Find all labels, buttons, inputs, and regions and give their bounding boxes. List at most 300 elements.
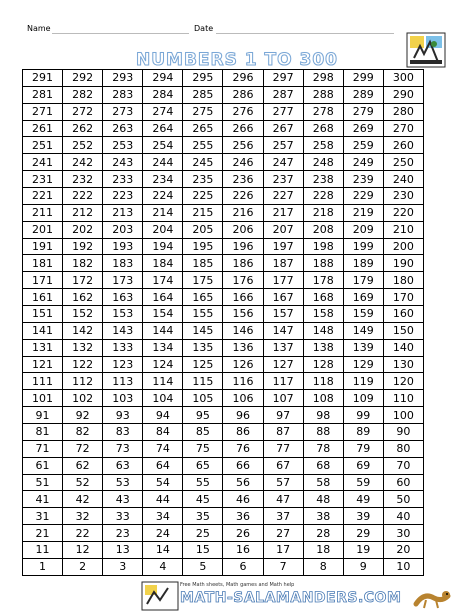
number-cell: 134 xyxy=(143,339,183,356)
number-cell: 258 xyxy=(303,137,343,154)
number-cell: 238 xyxy=(303,171,343,188)
number-cell: 6 xyxy=(223,558,263,575)
table-row xyxy=(23,424,424,441)
number-cell: 69 xyxy=(343,457,383,474)
number-cell: 173 xyxy=(103,272,143,289)
number-cell: 117 xyxy=(263,373,303,390)
date-line xyxy=(216,33,394,34)
number-cell: 282 xyxy=(63,86,103,103)
number-cell: 176 xyxy=(223,272,263,289)
number-cell: 236 xyxy=(223,171,263,188)
number-cell: 162 xyxy=(63,289,103,306)
number-cell: 157 xyxy=(263,306,303,323)
number-cell: 62 xyxy=(63,457,103,474)
number-cell: 272 xyxy=(63,103,103,120)
number-cell: 17 xyxy=(263,542,303,559)
number-cell: 286 xyxy=(223,86,263,103)
date-label: Date xyxy=(194,24,214,33)
number-cell: 149 xyxy=(343,322,383,339)
numbers-table xyxy=(22,69,424,576)
number-cell: 140 xyxy=(383,339,423,356)
number-cell: 34 xyxy=(143,508,183,525)
number-cell: 279 xyxy=(343,103,383,120)
table-row xyxy=(23,322,424,339)
table-row xyxy=(23,373,424,390)
number-cell: 223 xyxy=(103,188,143,205)
number-cell: 91 xyxy=(23,407,63,424)
number-cell: 287 xyxy=(263,86,303,103)
name-label: Name xyxy=(27,24,51,33)
number-cell: 31 xyxy=(23,508,63,525)
number-cell: 141 xyxy=(23,322,63,339)
number-cell: 80 xyxy=(383,440,423,457)
number-cell: 57 xyxy=(263,474,303,491)
number-cell: 196 xyxy=(223,238,263,255)
number-cell: 20 xyxy=(383,542,423,559)
number-cell: 243 xyxy=(103,154,143,171)
number-cell: 119 xyxy=(343,373,383,390)
number-cell: 210 xyxy=(383,221,423,238)
number-cell: 289 xyxy=(343,86,383,103)
table-row xyxy=(23,390,424,407)
table-row xyxy=(23,457,424,474)
number-cell: 46 xyxy=(223,491,263,508)
number-cell: 24 xyxy=(143,525,183,542)
number-cell: 137 xyxy=(263,339,303,356)
number-cell: 174 xyxy=(143,272,183,289)
number-cell: 253 xyxy=(103,137,143,154)
number-cell: 212 xyxy=(63,204,103,221)
table-row xyxy=(23,120,424,137)
number-cell: 235 xyxy=(183,171,223,188)
number-cell: 9 xyxy=(343,558,383,575)
number-cell: 128 xyxy=(303,356,343,373)
table-row xyxy=(23,306,424,323)
number-cell: 169 xyxy=(343,289,383,306)
number-cell: 150 xyxy=(383,322,423,339)
number-cell: 205 xyxy=(183,221,223,238)
number-cell: 178 xyxy=(303,272,343,289)
number-cell: 214 xyxy=(143,204,183,221)
number-cell: 103 xyxy=(103,390,143,407)
number-cell: 294 xyxy=(143,70,183,87)
number-cell: 87 xyxy=(263,424,303,441)
number-cell: 247 xyxy=(263,154,303,171)
number-cell: 188 xyxy=(303,255,343,272)
table-row xyxy=(23,508,424,525)
number-cell: 66 xyxy=(223,457,263,474)
number-cell: 23 xyxy=(103,525,143,542)
number-cell: 18 xyxy=(303,542,343,559)
page-title: NUMBERS 1 TO 300 xyxy=(136,50,338,70)
table-row xyxy=(23,525,424,542)
number-cell: 200 xyxy=(383,238,423,255)
number-cell: 12 xyxy=(63,542,103,559)
number-cell: 249 xyxy=(343,154,383,171)
number-cell: 257 xyxy=(263,137,303,154)
number-cell: 124 xyxy=(143,356,183,373)
number-cell: 208 xyxy=(303,221,343,238)
number-cell: 11 xyxy=(23,542,63,559)
number-cell: 15 xyxy=(183,542,223,559)
number-cell: 72 xyxy=(63,440,103,457)
number-cell: 129 xyxy=(343,356,383,373)
number-cell: 194 xyxy=(143,238,183,255)
number-cell: 71 xyxy=(23,440,63,457)
table-row xyxy=(23,86,424,103)
number-cell: 211 xyxy=(23,204,63,221)
number-cell: 2 xyxy=(63,558,103,575)
number-cell: 126 xyxy=(223,356,263,373)
number-cell: 136 xyxy=(223,339,263,356)
number-cell: 21 xyxy=(23,525,63,542)
number-cell: 95 xyxy=(183,407,223,424)
number-cell: 225 xyxy=(183,188,223,205)
number-cell: 190 xyxy=(383,255,423,272)
salamander-logo-icon xyxy=(406,32,446,68)
number-cell: 132 xyxy=(63,339,103,356)
number-cell: 94 xyxy=(143,407,183,424)
number-cell: 48 xyxy=(303,491,343,508)
number-cell: 90 xyxy=(383,424,423,441)
number-cell: 68 xyxy=(303,457,343,474)
number-cell: 265 xyxy=(183,120,223,137)
number-cell: 254 xyxy=(143,137,183,154)
number-cell: 96 xyxy=(223,407,263,424)
number-cell: 147 xyxy=(263,322,303,339)
number-cell: 114 xyxy=(143,373,183,390)
number-cell: 156 xyxy=(223,306,263,323)
number-cell: 285 xyxy=(183,86,223,103)
number-cell: 152 xyxy=(63,306,103,323)
name-line xyxy=(52,33,189,34)
number-cell: 295 xyxy=(183,70,223,87)
number-cell: 262 xyxy=(63,120,103,137)
number-cell: 181 xyxy=(23,255,63,272)
footer xyxy=(0,580,474,613)
number-cell: 201 xyxy=(23,221,63,238)
table-row xyxy=(23,474,424,491)
number-cell: 221 xyxy=(23,188,63,205)
number-cell: 5 xyxy=(183,558,223,575)
number-cell: 263 xyxy=(103,120,143,137)
number-cell: 218 xyxy=(303,204,343,221)
number-cell: 49 xyxy=(343,491,383,508)
number-cell: 107 xyxy=(263,390,303,407)
number-cell: 241 xyxy=(23,154,63,171)
number-cell: 182 xyxy=(63,255,103,272)
number-cell: 145 xyxy=(183,322,223,339)
number-cell: 13 xyxy=(103,542,143,559)
number-cell: 297 xyxy=(263,70,303,87)
number-cell: 3 xyxy=(103,558,143,575)
number-cell: 28 xyxy=(303,525,343,542)
number-cell: 19 xyxy=(343,542,383,559)
number-cell: 81 xyxy=(23,424,63,441)
worksheet-header xyxy=(0,0,474,70)
table-row xyxy=(23,272,424,289)
number-cell: 159 xyxy=(343,306,383,323)
table-row xyxy=(23,188,424,205)
number-cell: 168 xyxy=(303,289,343,306)
table-row xyxy=(23,289,424,306)
table-row xyxy=(23,238,424,255)
number-cell: 37 xyxy=(263,508,303,525)
number-cell: 151 xyxy=(23,306,63,323)
number-cell: 216 xyxy=(223,204,263,221)
number-cell: 195 xyxy=(183,238,223,255)
number-cell: 79 xyxy=(343,440,383,457)
number-cell: 264 xyxy=(143,120,183,137)
table-row xyxy=(23,154,424,171)
number-cell: 118 xyxy=(303,373,343,390)
number-cell: 248 xyxy=(303,154,343,171)
number-cell: 167 xyxy=(263,289,303,306)
number-cell: 53 xyxy=(103,474,143,491)
number-cell: 255 xyxy=(183,137,223,154)
number-cell: 42 xyxy=(63,491,103,508)
number-cell: 1 xyxy=(23,558,63,575)
number-cell: 283 xyxy=(103,86,143,103)
number-cell: 203 xyxy=(103,221,143,238)
number-cell: 109 xyxy=(343,390,383,407)
number-cell: 250 xyxy=(383,154,423,171)
number-cell: 76 xyxy=(223,440,263,457)
number-cell: 99 xyxy=(343,407,383,424)
number-cell: 192 xyxy=(63,238,103,255)
number-cell: 115 xyxy=(183,373,223,390)
table-row xyxy=(23,255,424,272)
number-cell: 112 xyxy=(63,373,103,390)
number-cell: 63 xyxy=(103,457,143,474)
number-cell: 7 xyxy=(263,558,303,575)
number-cell: 39 xyxy=(343,508,383,525)
number-cell: 222 xyxy=(63,188,103,205)
number-cell: 219 xyxy=(343,204,383,221)
number-cell: 59 xyxy=(343,474,383,491)
number-cell: 32 xyxy=(63,508,103,525)
number-cell: 143 xyxy=(103,322,143,339)
number-cell: 274 xyxy=(143,103,183,120)
number-cell: 206 xyxy=(223,221,263,238)
number-cell: 108 xyxy=(303,390,343,407)
number-cell: 293 xyxy=(103,70,143,87)
number-cell: 123 xyxy=(103,356,143,373)
number-cell: 242 xyxy=(63,154,103,171)
table-row xyxy=(23,103,424,120)
number-cell: 88 xyxy=(303,424,343,441)
number-cell: 43 xyxy=(103,491,143,508)
number-cell: 213 xyxy=(103,204,143,221)
number-cell: 269 xyxy=(343,120,383,137)
number-cell: 38 xyxy=(303,508,343,525)
number-cell: 185 xyxy=(183,255,223,272)
number-cell: 281 xyxy=(23,86,63,103)
number-cell: 125 xyxy=(183,356,223,373)
number-cell: 86 xyxy=(223,424,263,441)
number-cell: 271 xyxy=(23,103,63,120)
number-cell: 16 xyxy=(223,542,263,559)
number-cell: 229 xyxy=(343,188,383,205)
number-cell: 22 xyxy=(63,525,103,542)
number-cell: 296 xyxy=(223,70,263,87)
number-cell: 47 xyxy=(263,491,303,508)
number-cell: 65 xyxy=(183,457,223,474)
number-cell: 191 xyxy=(23,238,63,255)
number-cell: 85 xyxy=(183,424,223,441)
number-cell: 292 xyxy=(63,70,103,87)
number-cell: 186 xyxy=(223,255,263,272)
number-cell: 135 xyxy=(183,339,223,356)
number-cell: 55 xyxy=(183,474,223,491)
number-cell: 217 xyxy=(263,204,303,221)
number-cell: 102 xyxy=(63,390,103,407)
number-cell: 138 xyxy=(303,339,343,356)
number-cell: 237 xyxy=(263,171,303,188)
number-cell: 58 xyxy=(303,474,343,491)
number-cell: 202 xyxy=(63,221,103,238)
number-cell: 288 xyxy=(303,86,343,103)
number-cell: 179 xyxy=(343,272,383,289)
number-cell: 100 xyxy=(383,407,423,424)
number-cell: 172 xyxy=(63,272,103,289)
number-cell: 92 xyxy=(63,407,103,424)
number-cell: 184 xyxy=(143,255,183,272)
number-cell: 97 xyxy=(263,407,303,424)
number-cell: 189 xyxy=(343,255,383,272)
number-cell: 45 xyxy=(183,491,223,508)
number-cell: 106 xyxy=(223,390,263,407)
number-cell: 164 xyxy=(143,289,183,306)
number-cell: 177 xyxy=(263,272,303,289)
number-cell: 153 xyxy=(103,306,143,323)
number-cell: 78 xyxy=(303,440,343,457)
number-cell: 199 xyxy=(343,238,383,255)
number-cell: 25 xyxy=(183,525,223,542)
number-cell: 197 xyxy=(263,238,303,255)
number-grid xyxy=(22,69,424,576)
number-cell: 93 xyxy=(103,407,143,424)
number-cell: 170 xyxy=(383,289,423,306)
number-cell: 259 xyxy=(343,137,383,154)
number-cell: 299 xyxy=(343,70,383,87)
number-cell: 50 xyxy=(383,491,423,508)
number-cell: 111 xyxy=(23,373,63,390)
number-cell: 29 xyxy=(343,525,383,542)
number-cell: 35 xyxy=(183,508,223,525)
table-row xyxy=(23,171,424,188)
number-cell: 266 xyxy=(223,120,263,137)
number-cell: 161 xyxy=(23,289,63,306)
number-cell: 267 xyxy=(263,120,303,137)
number-cell: 83 xyxy=(103,424,143,441)
number-cell: 220 xyxy=(383,204,423,221)
number-cell: 252 xyxy=(63,137,103,154)
number-cell: 154 xyxy=(143,306,183,323)
number-cell: 277 xyxy=(263,103,303,120)
number-cell: 207 xyxy=(263,221,303,238)
number-cell: 280 xyxy=(383,103,423,120)
number-cell: 233 xyxy=(103,171,143,188)
number-cell: 36 xyxy=(223,508,263,525)
number-cell: 33 xyxy=(103,508,143,525)
number-cell: 73 xyxy=(103,440,143,457)
number-cell: 67 xyxy=(263,457,303,474)
number-cell: 204 xyxy=(143,221,183,238)
number-cell: 41 xyxy=(23,491,63,508)
number-cell: 256 xyxy=(223,137,263,154)
number-cell: 231 xyxy=(23,171,63,188)
number-cell: 228 xyxy=(303,188,343,205)
number-cell: 183 xyxy=(103,255,143,272)
salamander-icon xyxy=(412,582,452,612)
table-row xyxy=(23,558,424,575)
number-cell: 74 xyxy=(143,440,183,457)
number-cell: 133 xyxy=(103,339,143,356)
number-cell: 260 xyxy=(383,137,423,154)
number-cell: 166 xyxy=(223,289,263,306)
number-cell: 276 xyxy=(223,103,263,120)
number-cell: 160 xyxy=(383,306,423,323)
table-row xyxy=(23,70,424,87)
table-row xyxy=(23,339,424,356)
number-cell: 227 xyxy=(263,188,303,205)
number-cell: 30 xyxy=(383,525,423,542)
number-cell: 290 xyxy=(383,86,423,103)
number-cell: 240 xyxy=(383,171,423,188)
number-cell: 142 xyxy=(63,322,103,339)
number-cell: 163 xyxy=(103,289,143,306)
number-cell: 40 xyxy=(383,508,423,525)
number-cell: 26 xyxy=(223,525,263,542)
number-cell: 239 xyxy=(343,171,383,188)
number-cell: 84 xyxy=(143,424,183,441)
number-cell: 165 xyxy=(183,289,223,306)
number-cell: 180 xyxy=(383,272,423,289)
table-row xyxy=(23,407,424,424)
table-row xyxy=(23,356,424,373)
number-cell: 198 xyxy=(303,238,343,255)
number-cell: 127 xyxy=(263,356,303,373)
number-cell: 244 xyxy=(143,154,183,171)
number-cell: 130 xyxy=(383,356,423,373)
number-cell: 144 xyxy=(143,322,183,339)
table-row xyxy=(23,221,424,238)
number-cell: 10 xyxy=(383,558,423,575)
number-cell: 75 xyxy=(183,440,223,457)
number-cell: 284 xyxy=(143,86,183,103)
number-cell: 98 xyxy=(303,407,343,424)
number-cell: 89 xyxy=(343,424,383,441)
number-cell: 44 xyxy=(143,491,183,508)
number-cell: 148 xyxy=(303,322,343,339)
number-cell: 56 xyxy=(223,474,263,491)
number-cell: 4 xyxy=(143,558,183,575)
number-cell: 209 xyxy=(343,221,383,238)
number-cell: 193 xyxy=(103,238,143,255)
number-cell: 104 xyxy=(143,390,183,407)
number-cell: 234 xyxy=(143,171,183,188)
number-cell: 139 xyxy=(343,339,383,356)
number-cell: 121 xyxy=(23,356,63,373)
number-cell: 101 xyxy=(23,390,63,407)
number-cell: 110 xyxy=(383,390,423,407)
number-cell: 113 xyxy=(103,373,143,390)
footer-tagline: Free Math sheets, Math games and Math help xyxy=(180,582,295,588)
number-cell: 261 xyxy=(23,120,63,137)
number-cell: 105 xyxy=(183,390,223,407)
number-cell: 52 xyxy=(63,474,103,491)
